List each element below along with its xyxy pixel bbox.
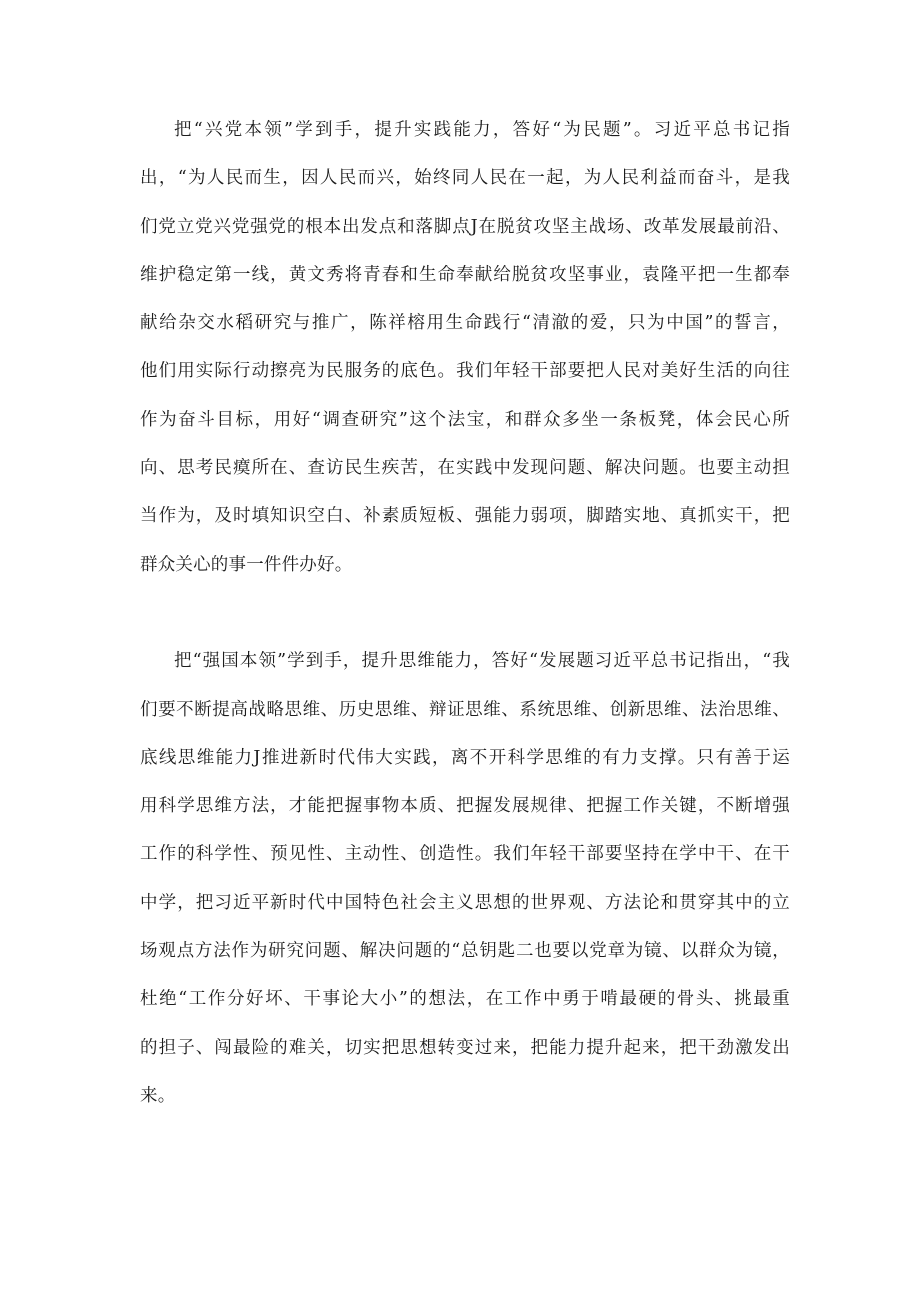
text-line: 们要不断提高战略思维、历史思维、辩证思维、系统思维、创新思维、法治思维、 bbox=[140, 699, 790, 720]
text-line: 出，“为人民而生，因人民而兴，始终同人民在一起，为人民利益而奋斗，是我 bbox=[140, 168, 790, 189]
text-line: 向、思考民瘼所在、查访民生疾苦，在实践中发现问题、解决问题。也要主动担 bbox=[140, 458, 790, 479]
text-line: 作为奋斗目标，用好“调查研究”这个法宝，和群众多坐一条板凳，体会民心所 bbox=[140, 409, 790, 430]
text-line: 把“兴党本领”学到手，提升实践能力，答好“为民题”。习近平总书记指 bbox=[174, 120, 790, 140]
text-line: 用科学思维方法，才能把握事物本质、把握发展规律、把握工作关键，不断增强 bbox=[140, 796, 790, 817]
text-line: 工作的科学性、预见性、主动性、创造性。我们年轻干部要坚持在学中干、在干 bbox=[140, 844, 790, 865]
text-line: 把“强国本领”学到手，提升思维能力，答好“发展题习近平总书记指出，“我 bbox=[174, 651, 790, 672]
text-line: 的担子、闯最险的难关，切实把思想转变过来，把能力提升起来，把干劲激发出 bbox=[140, 1037, 790, 1058]
document-body bbox=[140, 106, 790, 1120]
text-line: 场观点方法作为研究问题、解决问题的“总钥匙二也要以党章为镜、以群众为镜， bbox=[140, 941, 790, 962]
text-line: 底线思维能力J推进新时代伟大实践，离不开科学思维的有力支撑。只有善于运 bbox=[140, 747, 790, 768]
text-line: 维护稳定第一线，黄文秀将青春和生命奉献给脱贫攻坚事业，袁隆平把一生都奉 bbox=[140, 264, 790, 285]
text-line: 群众关心的事一件件办好。 bbox=[140, 554, 353, 575]
paragraph-2 bbox=[140, 637, 790, 1120]
text-line: 中学，把习近平新时代中国特色社会主义思想的世界观、方法论和贯穿其中的立 bbox=[140, 892, 790, 913]
text-line: 献给杂交水稻研究与推广，陈祥榕用生命践行“清澈的爱，只为中国”的誓言， bbox=[140, 313, 790, 334]
paragraph-1 bbox=[140, 106, 790, 589]
text-line: 来。 bbox=[140, 1085, 176, 1106]
text-line: 当作为，及时填知识空白、补素质短板、强能力弱项，脚踏实地、真抓实干，把 bbox=[140, 506, 790, 527]
text-line: 们党立党兴党强党的根本出发点和落脚点J在脱贫攻坚主战场、改革发展最前沿、 bbox=[140, 216, 790, 237]
text-line: 杜绝“工作分好坏、干事论大小”的想法，在工作中勇于啃最硬的骨头、挑最重 bbox=[140, 989, 790, 1010]
text-line: 他们用实际行动擦亮为民服务的底色。我们年轻干部要把人民对美好生活的向往 bbox=[140, 361, 790, 382]
